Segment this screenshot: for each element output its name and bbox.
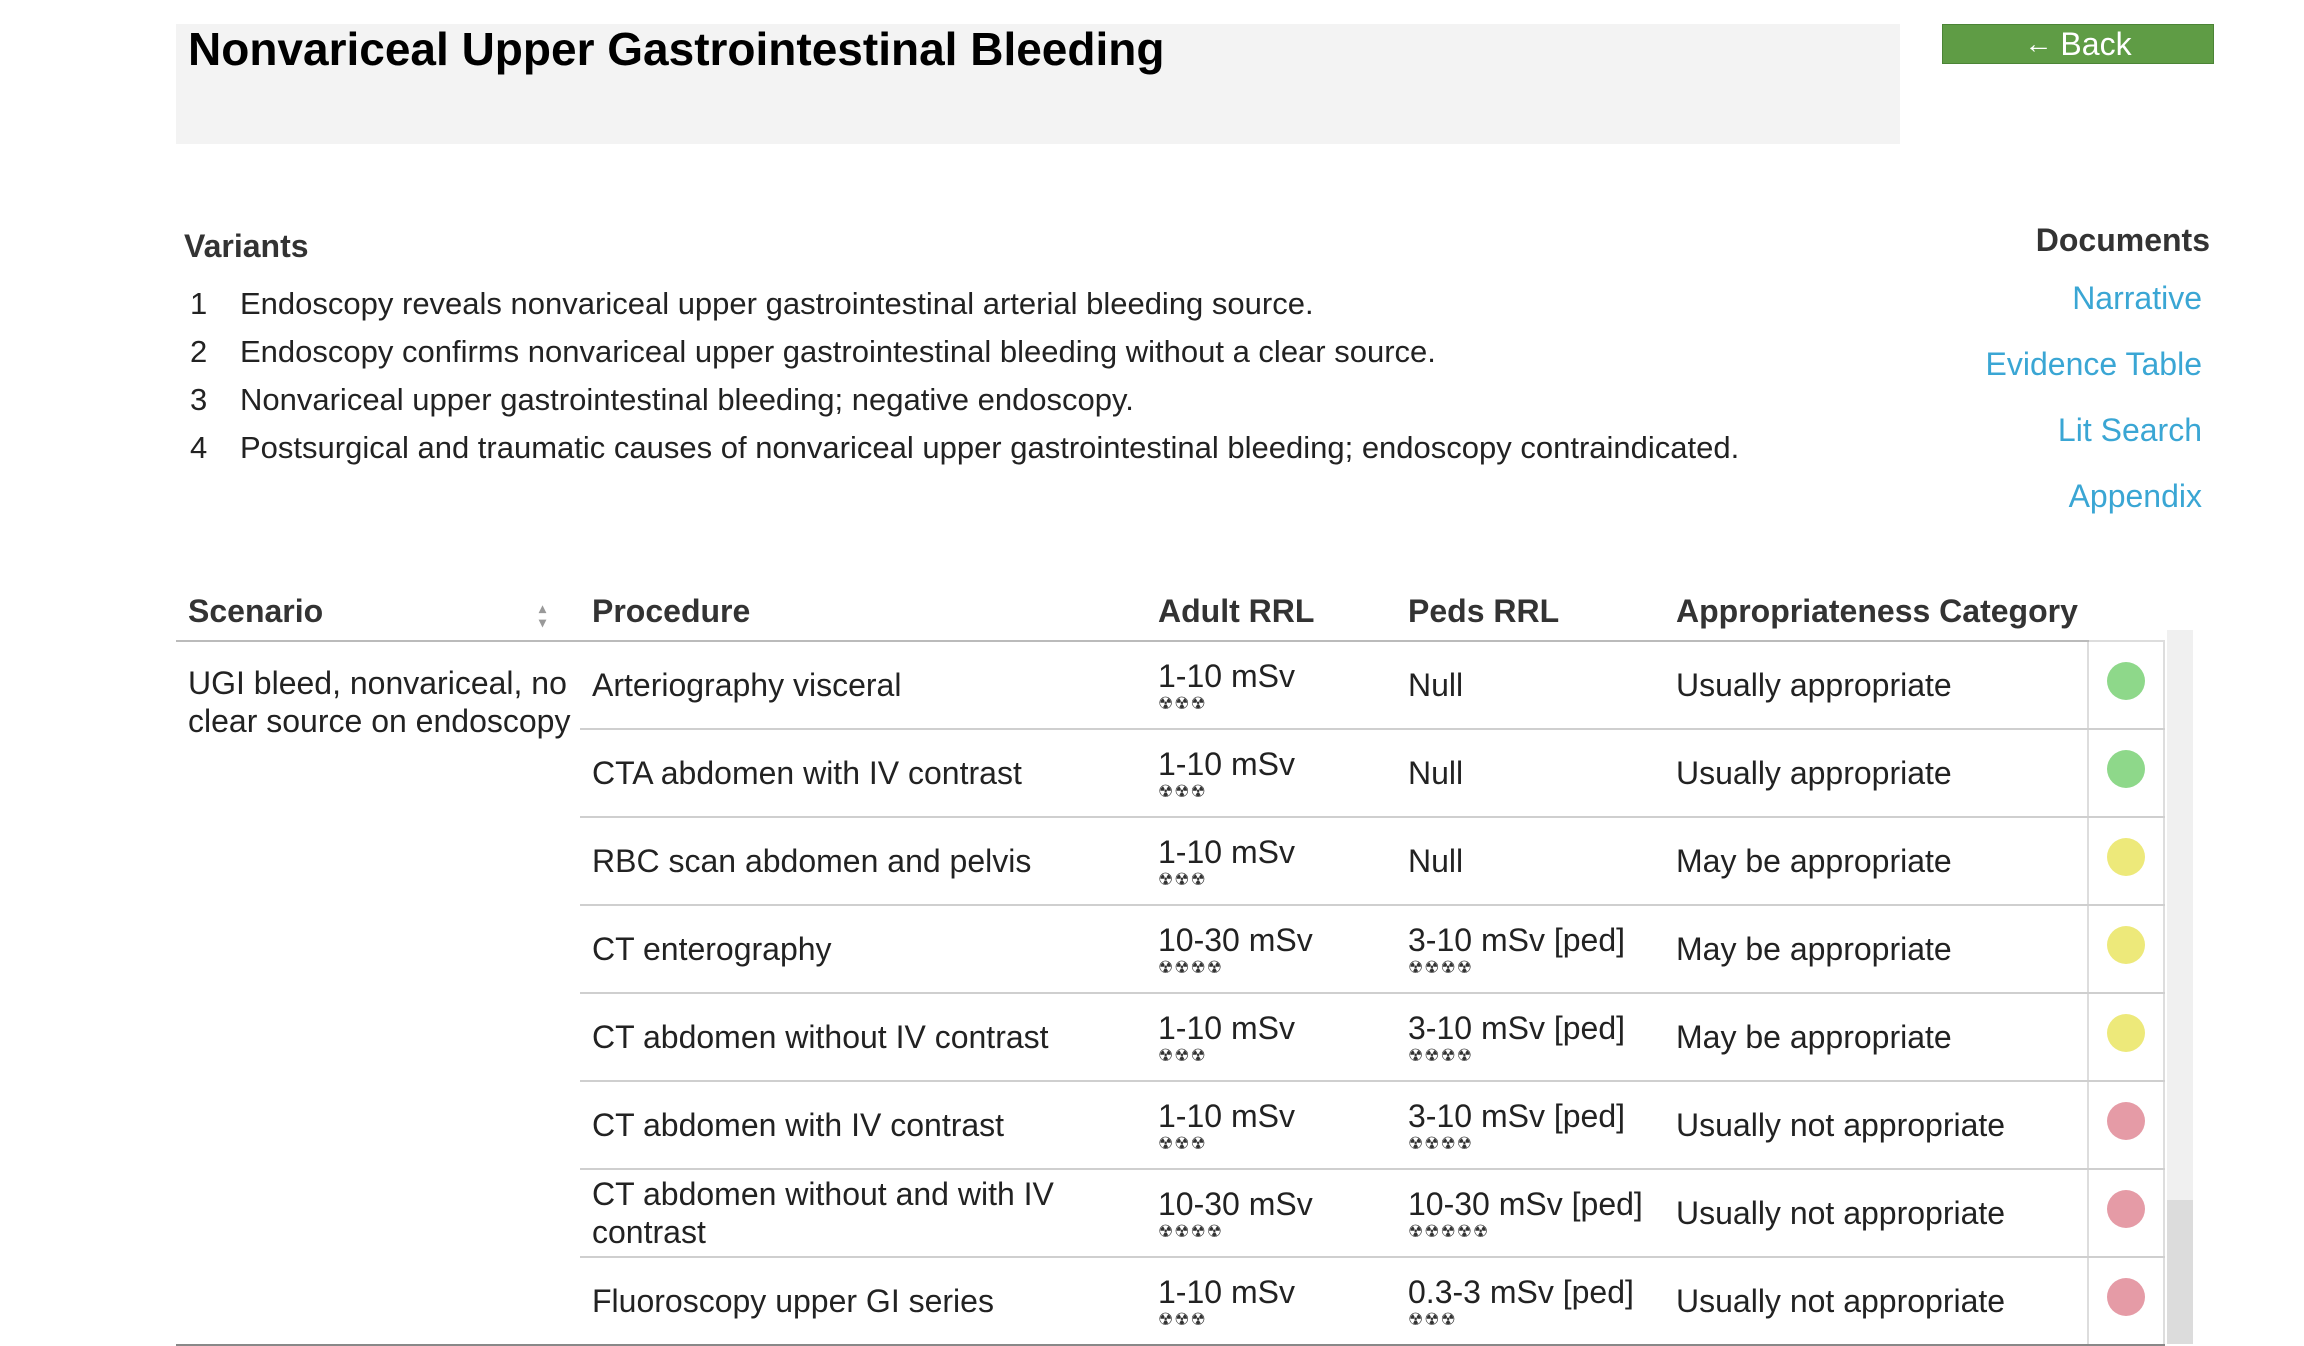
peds-dose: Null (1408, 843, 1464, 879)
indicator-header (2088, 582, 2164, 641)
procedure-cell: RBC scan abdomen and pelvis (580, 817, 1146, 905)
table-header-row (176, 582, 2164, 641)
category-cell: May be appropriate (1664, 993, 2088, 1081)
radiation-icon: ☢☢☢☢ (1158, 1222, 1223, 1241)
back-button-label: Back (2060, 25, 2132, 62)
adult-dose: 1-10 mSv (1158, 1010, 1295, 1046)
variant-item[interactable] (190, 382, 1739, 430)
adult-dose: 1-10 mSv (1158, 1098, 1295, 1134)
status-indicator-cell (2088, 905, 2164, 993)
radiation-icon: ☢☢☢ (1158, 694, 1207, 713)
peds-dose: 3-10 mSv [ped] (1408, 1098, 1625, 1134)
adult-rrl-header: Adult RRL (1146, 582, 1396, 641)
peds-dose: 3-10 mSv [ped] (1408, 1010, 1625, 1046)
peds-dose: 3-10 mSv [ped] (1408, 922, 1625, 958)
status-dot (2107, 838, 2145, 876)
radiation-icon: ☢☢☢ (1158, 1134, 1207, 1153)
peds-dose: 10-30 mSv [ped] (1408, 1186, 1643, 1222)
adult-dose: 1-10 mSv (1158, 834, 1295, 870)
category-header: Appropriateness Category (1664, 582, 2088, 641)
radiation-icon: ☢☢☢☢ (1408, 1134, 1473, 1153)
status-indicator-cell (2088, 817, 2164, 905)
scenario-cell: UGI bleed, nonvariceal, no clear source on endoscopy (176, 641, 580, 1345)
category-cell: Usually not appropriate (1664, 1169, 2088, 1257)
status-dot (2107, 750, 2145, 788)
adult-rrl-cell (1146, 993, 1396, 1081)
radiation-icon: ☢☢☢☢ (1158, 958, 1223, 977)
status-dot (2107, 1190, 2145, 1228)
peds-rrl-cell (1396, 817, 1664, 905)
status-indicator-cell (2088, 1169, 2164, 1257)
status-dot (2107, 662, 2145, 700)
category-cell: Usually not appropriate (1664, 1257, 2088, 1345)
status-indicator-cell (2088, 641, 2164, 729)
evidence-table-link[interactable]: Evidence Table (1985, 346, 2202, 382)
status-dot (2107, 926, 2145, 964)
variant-item[interactable] (190, 430, 1739, 478)
status-indicator-cell (2088, 729, 2164, 817)
adult-rrl-cell (1146, 641, 1396, 729)
adult-dose: 10-30 mSv (1158, 922, 1313, 958)
peds-rrl-cell (1396, 993, 1664, 1081)
procedure-cell: CT abdomen without and with IV contrast (580, 1169, 1146, 1257)
scenario-header[interactable] (176, 582, 580, 641)
adult-rrl-cell (1146, 729, 1396, 817)
peds-rrl-cell (1396, 1169, 1664, 1257)
procedure-cell: Fluoroscopy upper GI series (580, 1257, 1146, 1345)
documents-heading: Documents (2035, 222, 2210, 258)
adult-rrl-cell (1146, 1169, 1396, 1257)
peds-rrl-cell (1396, 905, 1664, 993)
adult-rrl-cell (1146, 905, 1396, 993)
peds-dose: Null (1408, 755, 1464, 791)
peds-dose: Null (1408, 667, 1464, 703)
adult-dose: 1-10 mSv (1158, 1274, 1295, 1310)
status-dot (2107, 1102, 2145, 1140)
variant-text: Endoscopy confirms nonvariceal upper gastrointestinal bleeding without a clear source. (240, 334, 1436, 369)
variant-text: Nonvariceal upper gastrointestinal bleeding; negative endoscopy. (240, 382, 1134, 417)
sort-icon[interactable]: ▴ ▾ (538, 599, 546, 630)
radiation-icon: ☢☢☢ (1408, 1310, 1457, 1329)
procedure-cell: CTA abdomen with IV contrast (580, 729, 1146, 817)
variant-text: Endoscopy reveals nonvariceal upper gastrointestinal arterial bleeding source. (240, 286, 1314, 321)
variants-list (190, 286, 1739, 478)
peds-rrl-cell (1396, 1081, 1664, 1169)
procedures-table (176, 582, 2165, 1346)
narrative-link[interactable]: Narrative (2072, 280, 2202, 316)
category-cell: May be appropriate (1664, 905, 2088, 993)
peds-dose: 0.3-3 mSv [ped] (1408, 1274, 1634, 1310)
radiation-icon: ☢☢☢☢ (1408, 1046, 1473, 1065)
category-cell: Usually appropriate (1664, 641, 2088, 729)
variant-text: Postsurgical and traumatic causes of nonvariceal upper gastrointestinal bleeding; endoscopy contraindicated. (240, 430, 1740, 465)
status-dot (2107, 1278, 2145, 1316)
category-cell: Usually appropriate (1664, 729, 2088, 817)
page-title: Nonvariceal Upper Gastrointestinal Bleeding (188, 23, 1165, 75)
adult-rrl-cell (1146, 1257, 1396, 1345)
variant-number: 2 (190, 334, 208, 369)
radiation-icon: ☢☢☢ (1158, 1310, 1207, 1329)
status-indicator-cell (2088, 1081, 2164, 1169)
radiation-icon: ☢☢☢ (1158, 782, 1207, 801)
documents-links (1986, 280, 2202, 544)
scenario-header-label: Scenario (188, 592, 324, 629)
variant-number: 3 (190, 382, 208, 417)
variant-item[interactable] (190, 334, 1739, 382)
appendix-link[interactable]: Appendix (2068, 478, 2202, 514)
adult-rrl-cell (1146, 817, 1396, 905)
variant-number: 1 (190, 286, 208, 321)
procedure-cell: Arteriography visceral (580, 641, 1146, 729)
status-indicator-cell (2088, 993, 2164, 1081)
variant-number: 4 (190, 430, 208, 465)
lit-search-link[interactable]: Lit Search (2057, 412, 2202, 448)
peds-rrl-header: Peds RRL (1396, 582, 1664, 641)
variants-heading: Variants (184, 228, 309, 264)
radiation-icon: ☢☢☢ (1158, 870, 1207, 889)
procedure-cell: CT abdomen with IV contrast (580, 1081, 1146, 1169)
status-indicator-cell (2088, 1257, 2164, 1345)
adult-dose: 10-30 mSv (1158, 1186, 1313, 1222)
category-cell: Usually not appropriate (1664, 1081, 2088, 1169)
procedure-header: Procedure (580, 582, 1146, 641)
peds-rrl-cell (1396, 729, 1664, 817)
peds-rrl-cell (1396, 641, 1664, 729)
radiation-icon: ☢☢☢☢☢ (1408, 1222, 1490, 1241)
adult-rrl-cell (1146, 1081, 1396, 1169)
scrollbar-thumb[interactable] (2167, 1200, 2193, 1344)
peds-rrl-cell (1396, 1257, 1664, 1345)
back-button[interactable] (1942, 24, 2214, 64)
category-cell: May be appropriate (1664, 817, 2088, 905)
arrow-left-icon: ← (2024, 28, 2053, 59)
procedure-cell: CT enterography (580, 905, 1146, 993)
adult-dose: 1-10 mSv (1158, 658, 1295, 694)
radiation-icon: ☢☢☢ (1158, 1046, 1207, 1065)
status-dot (2107, 1014, 2145, 1052)
adult-dose: 1-10 mSv (1158, 746, 1295, 782)
variant-item[interactable] (190, 286, 1739, 334)
table-row[interactable] (176, 641, 2164, 729)
radiation-icon: ☢☢☢☢ (1408, 958, 1473, 977)
procedure-cell: CT abdomen without IV contrast (580, 993, 1146, 1081)
